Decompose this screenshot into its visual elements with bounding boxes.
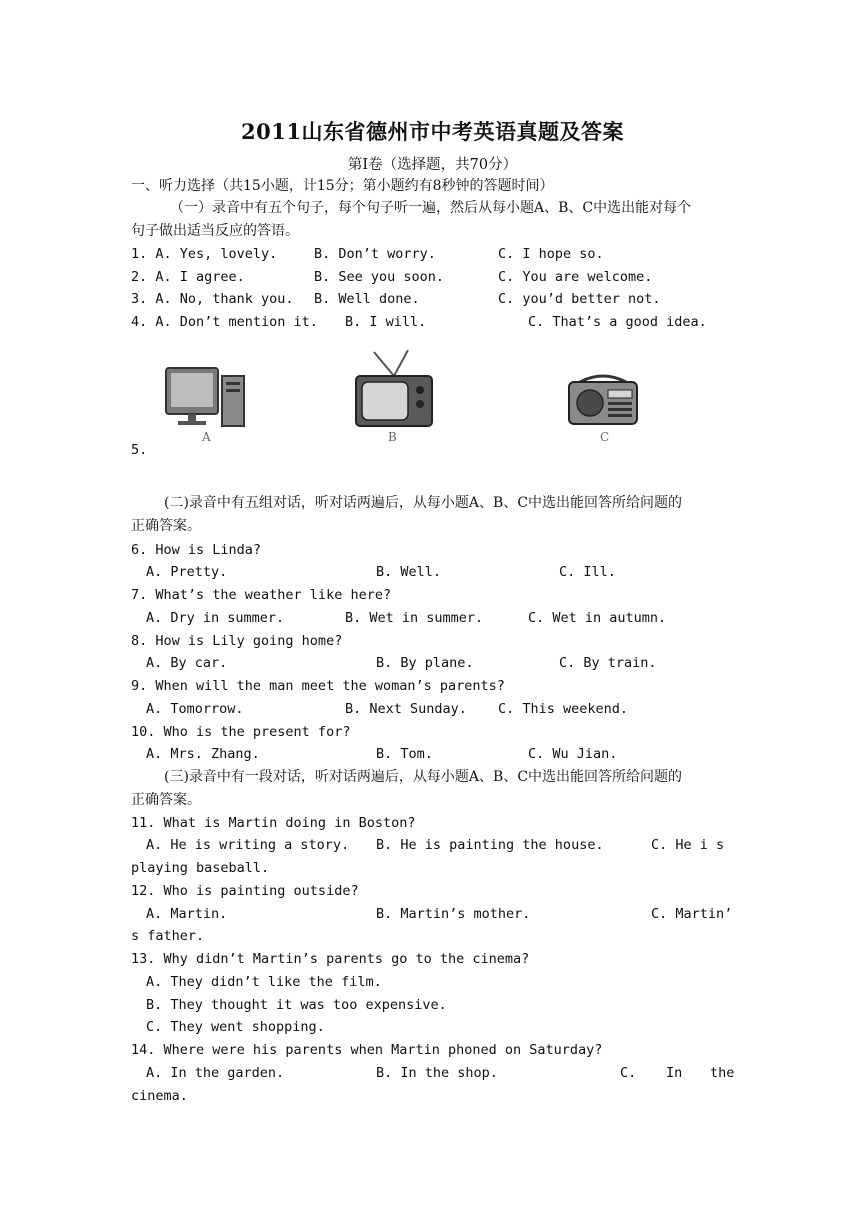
- q7-option-c: C. Wet in autumn.: [528, 610, 667, 626]
- part1-instruction-cont: 句子做出适当反应的答语。: [131, 223, 299, 239]
- q14-option-c-word2: the: [710, 1065, 735, 1081]
- q9-option-a: A. Tomorrow.: [146, 701, 244, 717]
- q11-option-a: A. He is writing a story.: [146, 837, 350, 853]
- q3-option-b: B. Well done.: [314, 291, 420, 307]
- q12-question: 12. Who is painting outside?: [131, 883, 359, 899]
- part1-instruction: （一）录音中有五个句子，每个句子听一遍，然后从每小题A、B、C中选出能对每个: [170, 200, 692, 216]
- q8-option-b: B. By plane.: [376, 655, 474, 671]
- q14-option-c-word1: In: [666, 1065, 683, 1081]
- q14-option-c-cont: cinema.: [131, 1088, 188, 1104]
- q8-option-a: A. By car.: [146, 655, 228, 671]
- q14-option-c-letter: C.: [620, 1065, 637, 1081]
- q11-option-b: B. He is painting the house.: [376, 837, 604, 853]
- q13-option-c: C. They went shopping.: [146, 1019, 325, 1035]
- q11-option-c: C. He i s: [651, 837, 725, 853]
- q3-option-c: C. you’d better not.: [498, 291, 661, 307]
- q2-option-b: B. See you soon.: [314, 269, 445, 285]
- q12-option-c: C. Martin’: [651, 906, 733, 922]
- q4-option-b: B. I will.: [345, 314, 427, 330]
- q6-option-a: A. Pretty.: [146, 564, 228, 580]
- paper-subtitle: 第Ⅰ卷（选择题，共70分）: [347, 157, 518, 173]
- q6-option-b: B. Well.: [376, 564, 442, 580]
- radio-picture: [566, 372, 640, 428]
- q10-option-a: A. Mrs. Zhang.: [146, 746, 260, 762]
- q4-option-c: C. That’s a good idea.: [528, 314, 707, 330]
- q11-question: 11. What is Martin doing in Boston?: [131, 815, 416, 831]
- q1-option-c: C. I hope so.: [498, 246, 604, 262]
- q10-option-c: C. Wu Jian.: [528, 746, 618, 762]
- q12-option-a: A. Martin.: [146, 906, 228, 922]
- computer-picture: [164, 362, 248, 430]
- picture-a-caption: A: [202, 430, 211, 444]
- q10-question: 10. Who is the present for?: [131, 724, 351, 740]
- q14-question: 14. Where were his parents when Martin phoned on Saturday?: [131, 1042, 603, 1058]
- q7-option-b: B. Wet in summer.: [345, 610, 484, 626]
- q9-option-c: C. This weekend.: [498, 701, 629, 717]
- section-heading: 一、听力选择（共15小题，计15分；第小题约有8秒钟的答题时间）: [131, 178, 554, 194]
- part2-instruction-cont: 正确答案。: [131, 518, 201, 534]
- q8-question: 8. How is Lily going home?: [131, 633, 343, 649]
- q7-option-a: A. Dry in summer.: [146, 610, 285, 626]
- page-title: 2011山东省德州市中考英语真题及答案: [241, 119, 624, 144]
- part3-instruction-cont: 正确答案。: [131, 792, 201, 808]
- q9-option-b: B. Next Sunday.: [345, 701, 467, 717]
- q14-option-a: A. In the garden.: [146, 1065, 285, 1081]
- q1-option-b: B. Don’t worry.: [314, 246, 436, 262]
- q11-option-c-cont: playing baseball.: [131, 860, 270, 876]
- q1-option-a: 1. A. Yes, lovely.: [131, 246, 278, 262]
- picture-c-caption: C: [600, 430, 610, 444]
- q6-question: 6. How is Linda?: [131, 542, 262, 558]
- q8-option-c: C. By train.: [559, 655, 657, 671]
- q14-option-b: B. In the shop.: [376, 1065, 498, 1081]
- q9-question: 9. When will the man meet the woman’s parents?: [131, 678, 505, 694]
- q2-option-c: C. You are welcome.: [498, 269, 653, 285]
- part2-instruction: (二)录音中有五组对话，听对话两遍后，从每小题A、B、C中选出能回答所给问题的: [164, 495, 683, 511]
- q13-option-a: A. They didn’t like the film.: [146, 974, 382, 990]
- q2-option-a: 2. A. I agree.: [131, 269, 245, 285]
- part3-instruction: (三)录音中有一段对话，听对话两遍后，从每小题A、B、C中选出能回答所给问题的: [164, 769, 683, 785]
- q6-option-c: C. Ill.: [559, 564, 616, 580]
- q12-option-b: B. Martin’s mother.: [376, 906, 531, 922]
- q10-option-b: B. Tom.: [376, 746, 433, 762]
- q3-option-a: 3. A. No, thank you.: [131, 291, 294, 307]
- television-picture: [352, 350, 436, 430]
- q5-number: 5.: [131, 442, 148, 458]
- q13-question: 13. Why didn’t Martin’s parents go to the cinema?: [131, 951, 530, 967]
- q12-option-c-cont: s father.: [131, 928, 205, 944]
- q4-option-a: 4. A. Don’t mention it.: [131, 314, 318, 330]
- q13-option-b: B. They thought it was too expensive.: [146, 997, 447, 1013]
- picture-b-caption: B: [388, 430, 397, 444]
- q7-question: 7. What’s the weather like here?: [131, 587, 392, 603]
